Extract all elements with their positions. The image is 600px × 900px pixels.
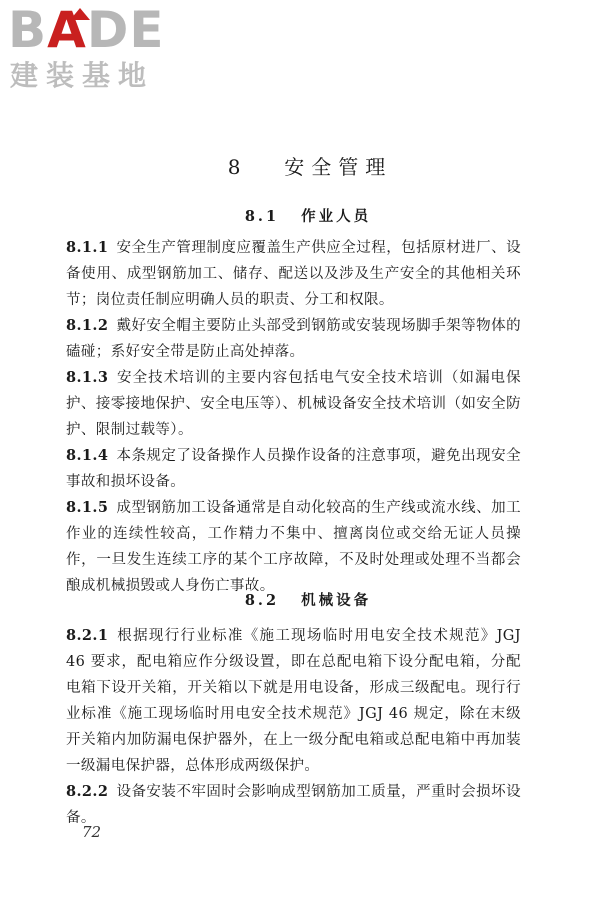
bade-logo	[8, 1, 178, 96]
section-8-1-clauses	[66, 235, 521, 599]
clause-text: 安全技术培训的主要内容包括电气安全技术培训（如漏电保护、接零接地保护、安全电压等）、机械设备安全技术培训（如安全防护、限制过载等）。	[66, 370, 521, 438]
logo-wordmark: BADE	[8, 1, 165, 59]
chapter-name: 安全管理	[284, 155, 393, 179]
section-title	[0, 207, 600, 227]
section-title	[0, 591, 600, 611]
clause	[66, 365, 521, 443]
clause-number: 8.1.3	[66, 369, 109, 386]
clause-number: 8.1.5	[66, 499, 109, 516]
clause-text: 安全生产管理制度应覆盖生产供应全过程，包括原材进厂、设备使用、成型钢筋加工、储存、配送以及涉及生产安全的其他相关环节；岗位责任制应明确人员的职责、分工和权限。	[66, 240, 521, 308]
section-name: 作业人员	[301, 208, 372, 225]
clause	[66, 443, 521, 495]
section-number: 8.1	[244, 208, 280, 225]
section-number: 8.2	[244, 592, 280, 609]
clause-text: 本条规定了设备操作人员操作设备的注意事项，避免出现安全事故和损坏设备。	[66, 448, 521, 490]
clause	[66, 313, 521, 365]
page-number: 72	[82, 823, 102, 841]
section-8-2-clauses	[66, 623, 521, 831]
clause-number: 8.1.1	[66, 239, 109, 256]
logo-accent-triangle	[70, 8, 90, 20]
clause	[66, 623, 521, 779]
logo-subtitle: 建装基地	[10, 59, 155, 92]
clause	[66, 235, 521, 313]
chapter-title	[0, 154, 600, 180]
clause	[66, 495, 521, 599]
clause	[66, 779, 521, 831]
clause-number: 8.2.2	[66, 783, 109, 800]
clause-number: 8.1.2	[66, 317, 109, 334]
clause-text: 成型钢筋加工设备通常是自动化较高的生产线或流水线、加工作业的连续性较高，工作精力不集中、擅离岗位或交给无证人员操作，一旦发生连续工序的某个工序故障，不及时处理或处理不当都会酿成机械损毁或人身伤亡事故。	[66, 500, 521, 594]
chapter-number: 8	[227, 155, 248, 179]
clause-text: 根据现行行业标准《施工现场临时用电安全技术规范》JGJ 46 要求，配电箱应作分级设置，即在总配电箱下设分配电箱，分配电箱下设开关箱，开关箱以下就是用电设备，形成三级配电。现行行业标准《施工现场临时用电安全技术规范》JGJ 46 规定，除在末级开关箱内加防漏电保护器外，在上一级分配电箱或总配电箱中再加装一级漏电保护器，总体形成两级保护。	[66, 628, 521, 774]
clause-text: 戴好安全帽主要防止头部受到钢筋或安装现场脚手架等物体的磕碰；系好安全带是防止高处掉落。	[66, 318, 521, 360]
clause-text: 设备安装不牢固时会影响成型钢筋加工质量，严重时会损坏设备。	[66, 784, 521, 826]
clause-number: 8.2.1	[66, 627, 109, 644]
section-name: 机械设备	[301, 592, 372, 609]
clause-number: 8.1.4	[66, 447, 109, 464]
